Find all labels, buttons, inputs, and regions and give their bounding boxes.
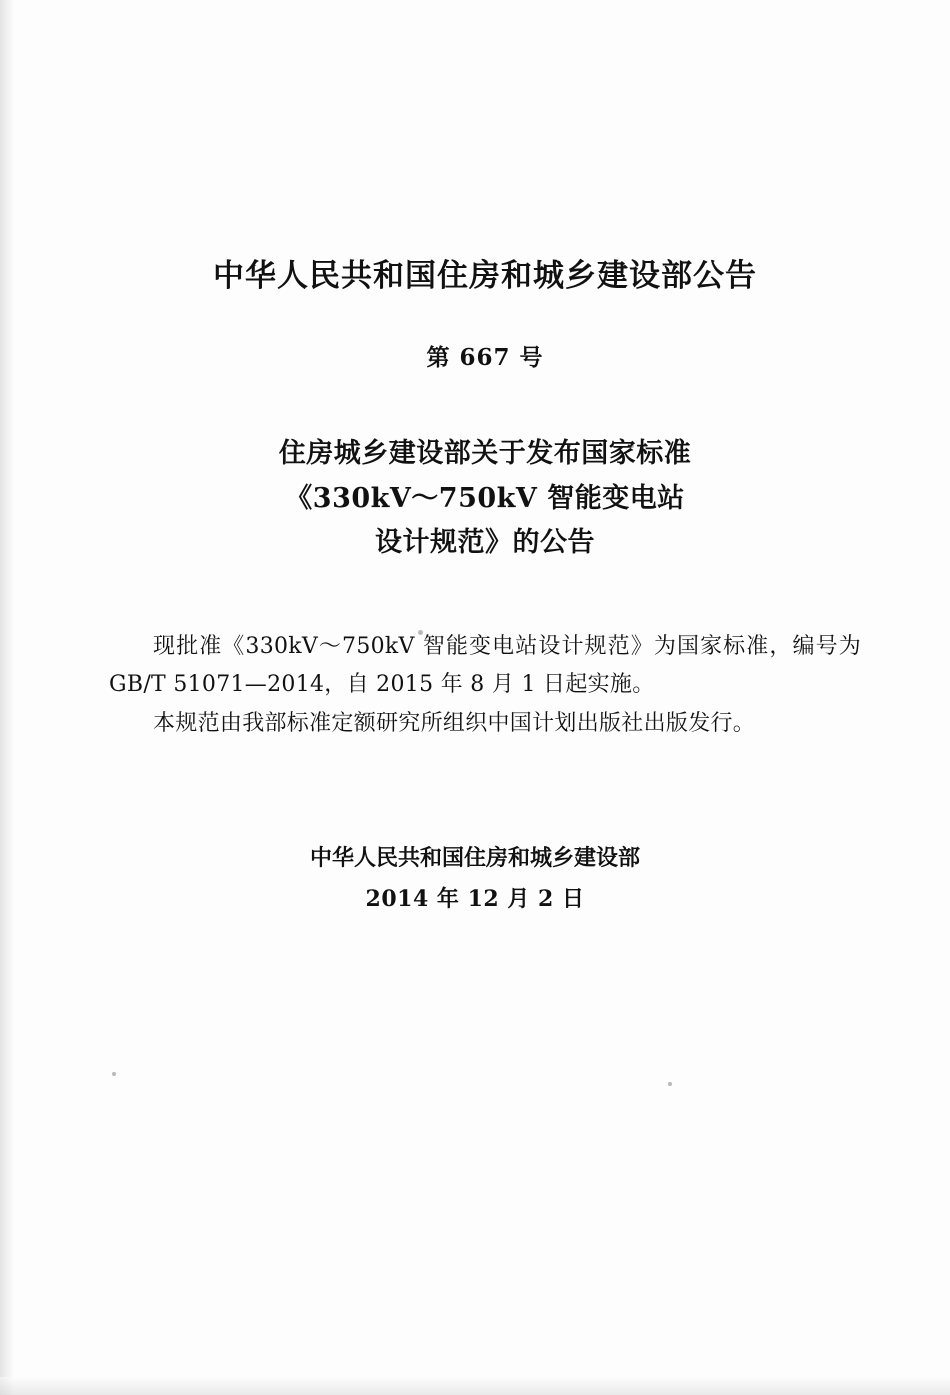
body-paragraph-2: 本规范由我部标准定额研究所组织中国计划出版社出版发行。 <box>153 710 756 736</box>
scan-speck <box>112 1072 116 1076</box>
scan-speck <box>668 1082 672 1086</box>
page-title: 中华人民共和国住房和城乡建设部公告 <box>213 258 757 294</box>
signature-issuer: 中华人民共和国住房和城乡建设部 <box>309 845 640 872</box>
subject-line-1: 住房城乡建设部关于发布国家标准 <box>278 438 692 470</box>
signature-date: 2014 年 12 月 2 日 <box>365 886 585 913</box>
announcement-number: 第 667 号 <box>426 344 544 372</box>
subject-line-2: 《330kV～750kV 智能变电站 <box>285 482 685 514</box>
body-paragraph-1: 现批准《330kV～750kV 智能变电站设计规范》为国家标准，编号为 GB/T 51071—2014，自 2015 年 8 月 1 日起实施。 <box>109 633 861 698</box>
announcement-subject <box>105 432 865 566</box>
signature-block <box>105 838 865 919</box>
announcement-body <box>105 628 865 744</box>
page-left-shadow <box>0 0 14 1395</box>
document-content <box>105 0 865 920</box>
page-bottom-shadow <box>0 1377 950 1395</box>
subject-line-3: 设计规范》的公告 <box>375 527 595 559</box>
